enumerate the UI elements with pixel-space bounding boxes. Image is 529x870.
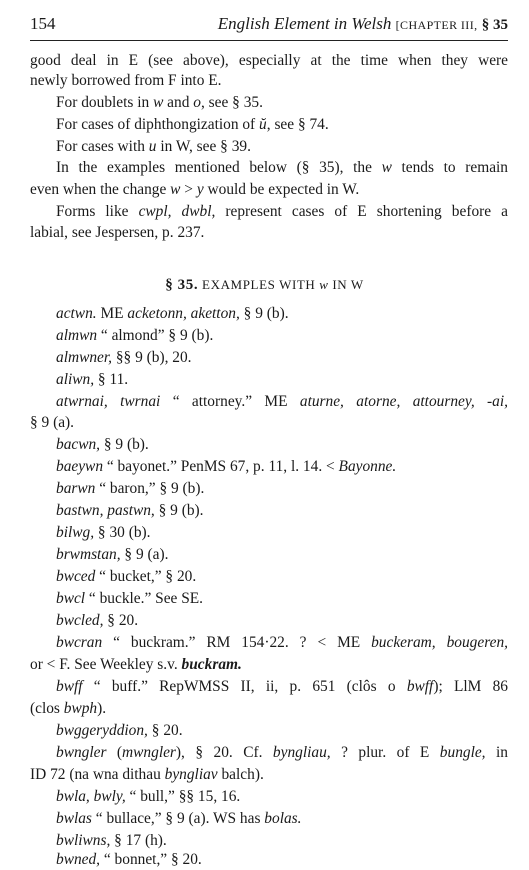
entry-bwcl: bwcl “ buckle.” See SE. [56, 590, 204, 607]
entry-bwcran: bwcran “ buckram.” RM 154·22. ? < ME buckeram, bougeren, [56, 634, 508, 651]
entry-bwced: bwced “ bucket,” § 20. [56, 568, 197, 585]
header-rule [30, 40, 508, 41]
entry-actwn: actwn. ME acketonn, aketton, § 9 (b). [56, 305, 289, 322]
section-ref: § 35 [481, 17, 508, 33]
page-number: 154 [30, 14, 56, 33]
entry-bwff-cont: (clos bwph). [30, 700, 107, 717]
entry-bilwg: bilwg, § 30 (b). [56, 524, 151, 541]
entry-bwff: bwff “ buff.” RepWMSS II, ii, p. 651 (clôs o bwff); LlM 86 [56, 678, 508, 695]
chapter-ref: [CHAPTER III, [395, 18, 478, 32]
entry-bwlas: bwlas “ bullace,” § 9 (a). WS has bolas. [56, 810, 302, 827]
intro-line: For cases with u in W, see § 39. [56, 138, 251, 155]
intro-line: good deal in E (see above), especially at the time when they were [30, 52, 508, 69]
intro-line: For doublets in w and o, see § 35. [56, 94, 263, 111]
intro-line: labial, see Jespersen, p. 237. [30, 224, 205, 241]
entry-atwrnai-cont: § 9 (a). [30, 414, 75, 431]
running-title [218, 14, 508, 34]
entry-bwcran-cont: or < F. See Weekley s.v. buckram. [30, 656, 242, 673]
entry-bwngler-cont: ID 72 (na wna dithau byngliav balch). [30, 766, 264, 783]
entry-aliwn: aliwn, § 11. [56, 371, 129, 388]
running-title-text: English Element in Welsh [217, 14, 392, 33]
entry-bacwn: bacwn, § 9 (b). [56, 436, 149, 453]
entry-bwcled: bwcled, § 20. [56, 612, 139, 629]
entry-brwmstan: brwmstan, § 9 (a). [56, 546, 169, 563]
entry-bastwn: bastwn, pastwn, § 9 (b). [56, 502, 204, 519]
intro-line: For cases of diphthongization of ŭ, see § 74. [56, 116, 329, 133]
entry-bwngler: bwngler (mwngler), § 20. Cf. byngliau, ? plur. of E bungle, in [56, 744, 508, 761]
intro-line: even when the change w > y would be expected in W. [30, 181, 360, 198]
entry-barwn: barwn “ baron,” § 9 (b). [56, 480, 205, 497]
entry-baeywn: baeywn “ bayonet.” PenMS 67, p. 11, l. 14. < Bayonne. [56, 458, 397, 475]
entry-almwn: almwn “ almond” § 9 (b). [56, 327, 214, 344]
intro-line: Forms like cwpl, dwbl, represent cases of E shortening before a [56, 203, 508, 220]
intro-line: newly borrowed from F into E. [30, 72, 222, 89]
entry-almwner: almwner, §§ 9 (b), 20. [56, 349, 192, 366]
entry-bwggeryddion: bwggeryddion, § 20. [56, 722, 183, 739]
entry-bwned: bwned, “ bonnet,” § 20. [56, 851, 202, 868]
running-header [30, 14, 508, 36]
intro-line: In the examples mentioned below (§ 35), the w tends to remain [56, 159, 509, 176]
entry-bwliwns: bwliwns, § 17 (h). [56, 832, 167, 849]
entry-bwla: bwla, bwly, “ bull,” §§ 15, 16. [56, 788, 241, 805]
section-heading: § 35. EXAMPLES WITH w IN W [165, 277, 364, 293]
entry-atwrnai: atwrnai, twrnai “ attorney.” ME aturne, atorne, attourney, -ai, [56, 393, 508, 410]
